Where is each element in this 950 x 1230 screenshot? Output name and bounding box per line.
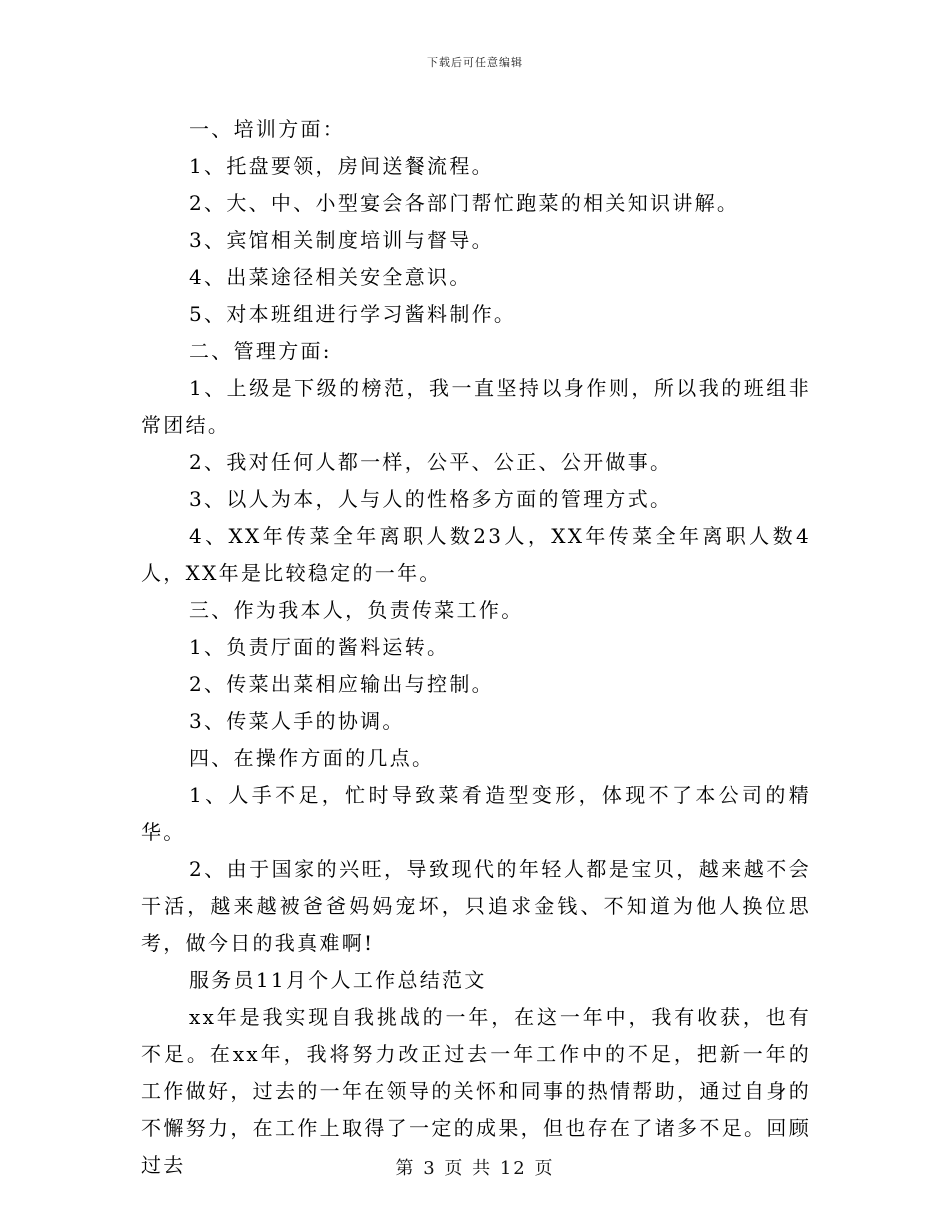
- paragraph: 2、大、中、小型宴会各部门帮忙跑菜的相关知识讲解。: [189, 191, 740, 215]
- section-heading-training: 一、培训方面：: [189, 117, 346, 141]
- paragraph: xx年是我实现自我挑战的一年，在这一年中，我有收获，也有不足。在xx年，我将努力改正过去一年工作中的不足，把新一年的工作做好，过去的一年在领导的关怀和同事的热情帮助，通过自身的不懈努力，在工作上取得了一定的成果，但也存在了诸多不足。回顾过去: [141, 1005, 811, 1177]
- paragraph: 3、以人为本，人与人的性格多方面的管理方式。: [189, 487, 673, 511]
- paragraph: 3、传菜人手的协调。: [189, 709, 405, 733]
- section-heading-management: 二、管理方面:: [189, 339, 332, 363]
- paragraph: 1、托盘要领，房间送餐流程。: [189, 154, 494, 178]
- paragraph: 1、负责厅面的酱料运转。: [189, 635, 450, 659]
- paragraph: 4、出菜途径相关安全意识。: [189, 265, 472, 289]
- page-number-footer: 第 3 页 共 12 页: [395, 1158, 555, 1179]
- paragraph: 2、传菜出菜相应输出与控制。: [189, 672, 494, 696]
- paragraph: 1、人手不足，忙时导致菜肴造型变形，体现不了本公司的精华。: [141, 783, 811, 844]
- paragraph: 5、对本班组进行学习酱料制作。: [189, 302, 517, 326]
- page-header: 下载后可任意编辑: [427, 56, 523, 69]
- paragraph: 2、我对任何人都一样，公平、公正、公开做事。: [189, 450, 673, 474]
- paragraph: 1、上级是下级的榜范，我一直坚持以身作则，所以我的班组非常团结。: [141, 376, 811, 437]
- paragraph: 3、宾馆相关制度培训与督导。: [189, 228, 494, 252]
- section-heading-personal-role: 三、作为我本人，负责传菜工作。: [189, 598, 524, 622]
- article-title: 服务员11月个人工作总结范文: [189, 968, 487, 992]
- paragraph: 2、由于国家的兴旺，导致现代的年轻人都是宝贝，越来越不会干活，越来越被爸爸妈妈宠坏，只追求金钱、不知道为他人换位思考，做今日的我真难啊!: [141, 857, 811, 955]
- document-body: [141, 111, 811, 1184]
- section-heading-operations: 四、在操作方面的几点。: [189, 746, 435, 770]
- paragraph: 4、XX年传菜全年离职人数23人，XX年传菜全年离职人数4人，XX年是比较稳定的一年。: [141, 524, 811, 585]
